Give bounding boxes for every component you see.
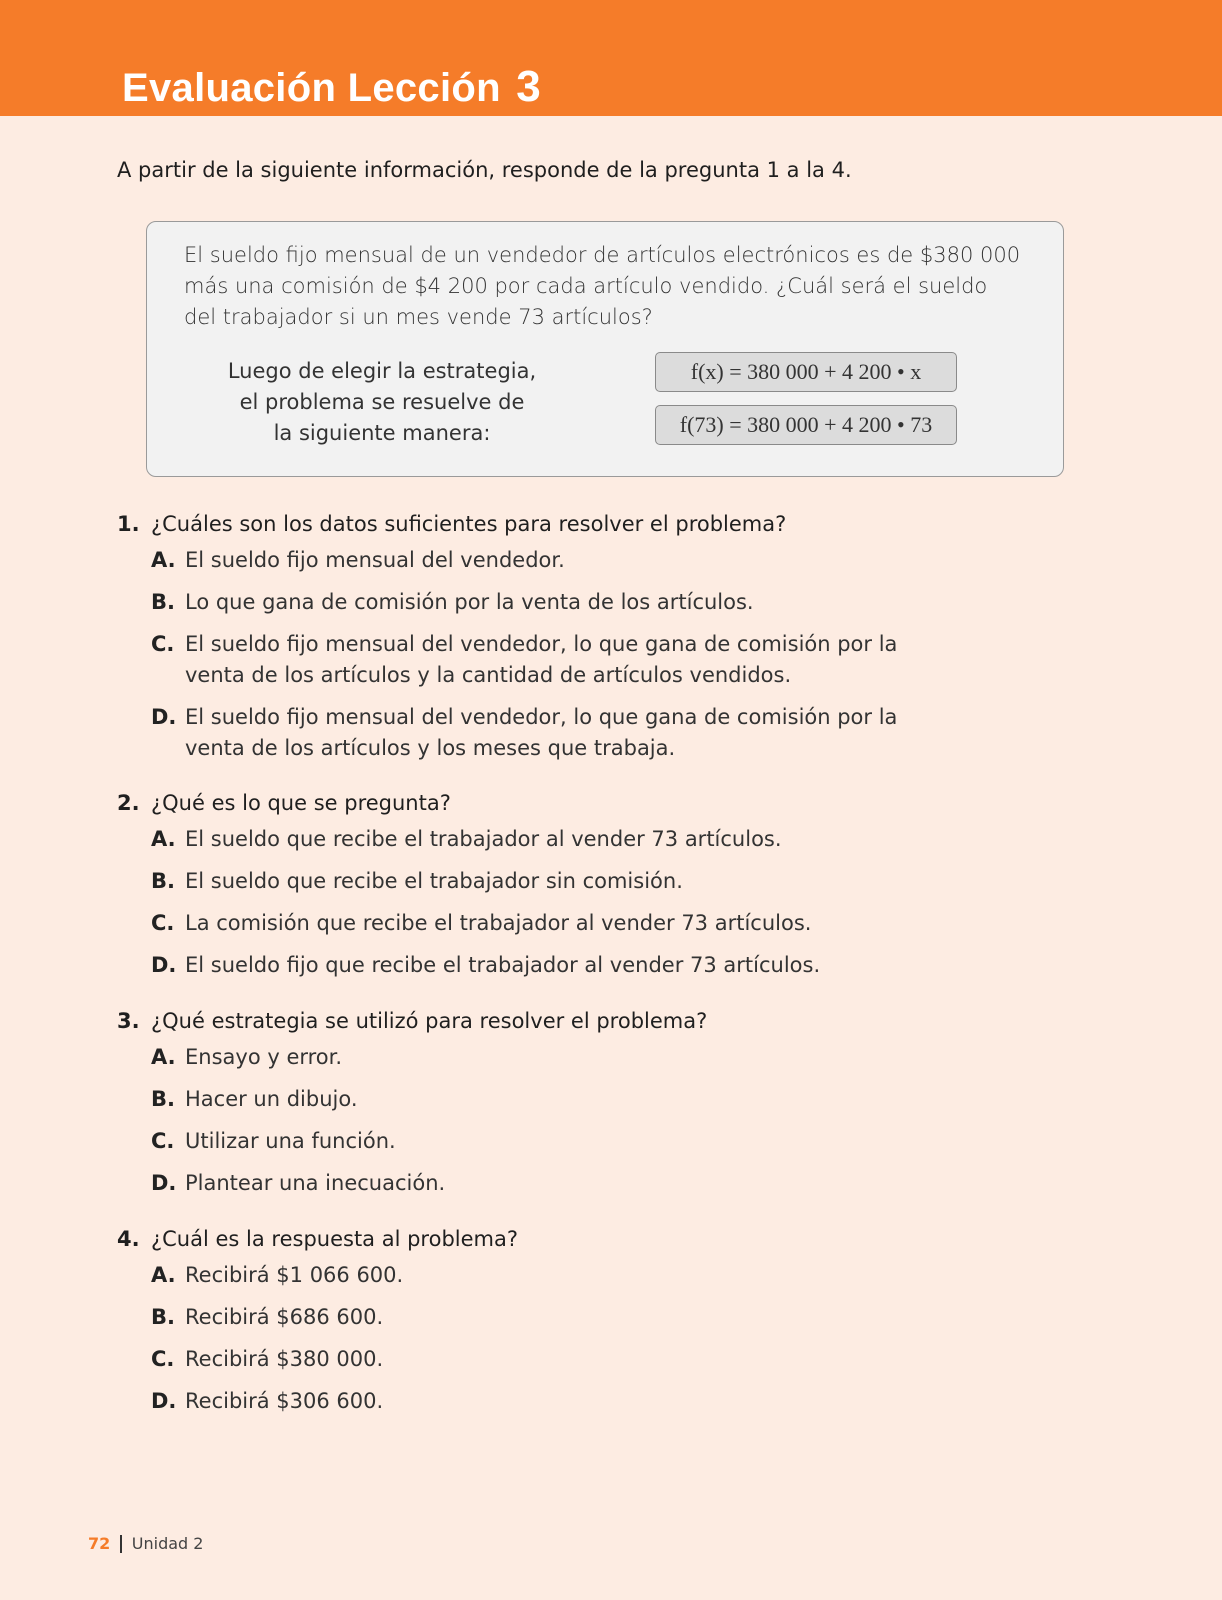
question-title — [117, 1224, 1017, 1254]
formula-text: f(73) = 380 000 + 4 200 • 73 — [679, 412, 933, 437]
option-text: Lo que gana de comisión por la venta de los artículos. — [185, 590, 754, 614]
problem-box — [146, 221, 1064, 477]
question-text: ¿Cuáles son los datos suficientes para resolver el problema? — [151, 512, 787, 536]
question-text: ¿Qué es lo que se pregunta? — [151, 791, 451, 815]
option-letter: C. — [151, 1347, 175, 1371]
question-title — [117, 788, 1017, 818]
option-text: El sueldo fijo mensual del vendedor. — [185, 548, 565, 572]
option-letter: D. — [151, 1389, 177, 1413]
option-d[interactable] — [151, 1168, 1017, 1199]
question-text: ¿Cuál es la respuesta al problema? — [151, 1227, 519, 1251]
options-list — [151, 1042, 1017, 1199]
page-title-text: Evaluación Lección — [122, 66, 501, 110]
option-letter: A. — [151, 1263, 176, 1287]
formula-text: f(x) = 380 000 + 4 200 • x — [690, 359, 922, 384]
question-title — [117, 509, 1017, 539]
unit-label: Unidad 2 — [131, 1534, 204, 1553]
footer-divider — [120, 1535, 122, 1553]
option-letter: C. — [151, 632, 175, 656]
option-letter: A. — [151, 548, 176, 572]
option-letter: C. — [151, 911, 175, 935]
formula-general — [655, 352, 957, 392]
strategy-line: Luego de elegir la estrategia, — [227, 359, 537, 383]
option-text: Recibirá $1 066 600. — [185, 1263, 404, 1287]
question-number: 2. — [117, 791, 140, 815]
option-b[interactable] — [151, 587, 1017, 618]
options-list — [151, 545, 1017, 764]
option-d[interactable] — [151, 1386, 1017, 1417]
question-number: 1. — [117, 512, 140, 536]
question-1 — [117, 509, 1017, 775]
option-c[interactable] — [151, 629, 1017, 691]
options-list — [151, 1260, 1017, 1417]
option-text: La comisión que recibe el trabajador al vender 73 artículos. — [185, 911, 812, 935]
option-b[interactable] — [151, 866, 1017, 897]
question-title — [117, 1006, 1017, 1036]
option-letter: D. — [151, 705, 177, 729]
option-letter: D. — [151, 1171, 177, 1195]
question-2 — [117, 788, 1017, 992]
option-text: El sueldo que recibe el trabajador al vender 73 artículos. — [185, 827, 782, 851]
question-number: 4. — [117, 1227, 140, 1251]
formula-evaluated — [655, 405, 957, 445]
option-letter: A. — [151, 1045, 176, 1069]
option-c[interactable] — [151, 1126, 1017, 1157]
strategy-line: el problema se resuelve de — [239, 390, 525, 414]
option-text: Recibirá $380 000. — [185, 1347, 384, 1371]
option-letter: A. — [151, 827, 176, 851]
question-3 — [117, 1006, 1017, 1210]
option-text: El sueldo fijo que recibe el trabajador al vender 73 artículos. — [185, 953, 821, 977]
option-b[interactable] — [151, 1302, 1017, 1333]
intro-text: A partir de la siguiente información, responde de la pregunta 1 a la 4. — [117, 158, 852, 182]
question-number: 3. — [117, 1009, 140, 1033]
option-a[interactable] — [151, 824, 1017, 855]
option-text: El sueldo fijo mensual del vendedor, lo que gana de comisión por la venta de los artículos y la cantidad de artículos vendidos. — [185, 632, 898, 687]
option-d[interactable] — [151, 950, 1017, 981]
option-a[interactable] — [151, 1042, 1017, 1073]
option-text: El sueldo fijo mensual del vendedor, lo que gana de comisión por la venta de los artículos y los meses que trabaja. — [185, 705, 898, 760]
option-text: Hacer un dibujo. — [185, 1087, 358, 1111]
strategy-text — [217, 356, 547, 449]
options-list — [151, 824, 1017, 981]
option-letter: C. — [151, 1129, 175, 1153]
option-letter: B. — [151, 1087, 175, 1111]
option-d[interactable] — [151, 702, 1017, 764]
option-letter: D. — [151, 953, 177, 977]
option-text: Recibirá $306 600. — [185, 1389, 384, 1413]
option-a[interactable] — [151, 545, 1017, 576]
option-text: Ensayo y error. — [185, 1045, 343, 1069]
question-4 — [117, 1224, 1017, 1428]
question-text: ¿Qué estrategia se utilizó para resolver el problema? — [151, 1009, 708, 1033]
option-c[interactable] — [151, 1344, 1017, 1375]
option-text: Plantear una inecuación. — [185, 1171, 446, 1195]
option-text: Recibirá $686 600. — [185, 1305, 384, 1329]
option-text: Utilizar una función. — [185, 1129, 396, 1153]
option-b[interactable] — [151, 1084, 1017, 1115]
option-a[interactable] — [151, 1260, 1017, 1291]
option-letter: B. — [151, 869, 175, 893]
page-title — [122, 62, 541, 112]
option-letter: B. — [151, 590, 175, 614]
problem-statement: El sueldo fijo mensual de un vendedor de artículos electrónicos es de $380 000 más una comisión de $4 200 por cada artículo vendido. ¿Cuál será el sueldo del trabajador si un mes vende 73 artículos? — [184, 243, 1021, 329]
option-text: El sueldo que recibe el trabajador sin comisión. — [185, 869, 683, 893]
lesson-number: 3 — [516, 62, 542, 111]
strategy-line: la siguiente manera: — [273, 421, 491, 445]
page-number: 72 — [88, 1534, 111, 1553]
option-letter: B. — [151, 1305, 175, 1329]
option-c[interactable] — [151, 908, 1017, 939]
page-footer — [88, 1534, 203, 1553]
